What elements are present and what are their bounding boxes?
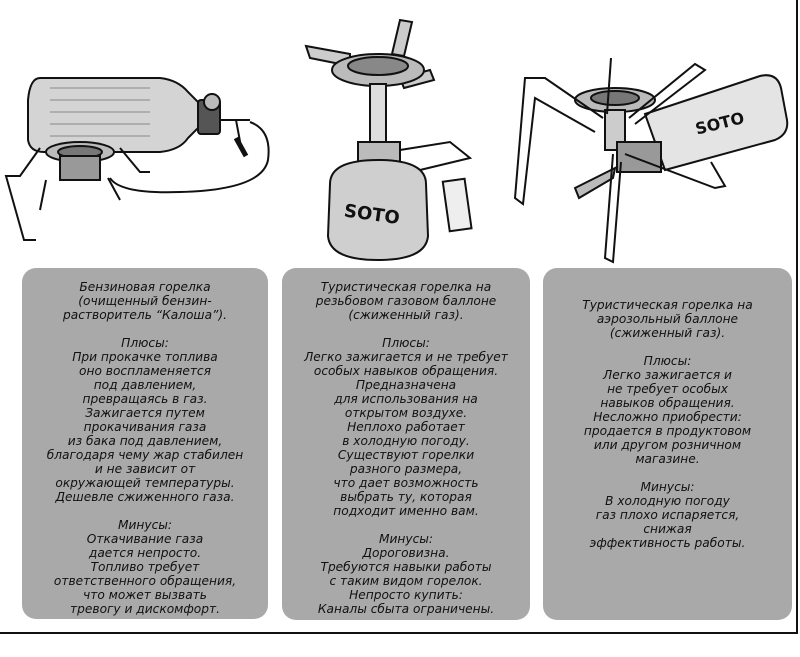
pros-text: Легко зажигается и не требует особых навыков обращения. Несложно приобрести: продается в продуктовом или другом розничном магазине. [583,368,752,466]
cons-text: Откачивание газа дается непросто. Топливо требует ответственного обращения, что может вызвать тревогу и дискомфорт. [53,532,237,616]
cons-text: Дороговизна. Требуются навыки работы с таким видом горелок. Непросто купить: Каналы сбыта ограничены. [317,546,495,616]
cons-text: В холодную погоду газ плохо испаряется, снижая эффективность работы. [589,494,746,550]
pros-heading: Плюсы: [643,354,692,368]
threaded-canister-stove-illustration [300,14,510,264]
aerosol-canister-stove-illustration [505,58,790,268]
aerosol-brand-label: SOTO [693,108,747,139]
pros-heading: Плюсы: [121,336,169,350]
pros-text: При прокачке топлива оно воспламеняется под давлением, превращаясь в газ. Зажигается путем прокачивания газа из бака под давлением, благодаря чему жар стабилен и не зависит от окружающей температуры. Дешевле сжиженного газа. [46,350,244,504]
liquid-fuel-stove-illustration [0,60,290,260]
card-title: Туристическая горелка на резьбовом газовом баллоне (сжиженный газ). [315,280,497,322]
cons-heading: Минусы: [378,532,434,546]
card-gasoline-stove [22,268,268,619]
canister-brand-label: SOTO [342,200,401,230]
cons-heading: Минусы: [117,518,173,532]
pros-heading: Плюсы: [382,336,430,350]
card-aerosol-canister-stove [543,268,792,620]
cons-heading: Минусы: [640,480,695,494]
card-title: Туристическая горелка на аэрозольный баллоне (сжиженный газ). [582,298,753,340]
card-threaded-canister-stove [282,268,530,620]
pros-text: Легко зажигается и не требует особых навыков обращения. Предназначена для использования на открытом воздухе. Неплохо работает в холодную погоду. Существуют горелки разного размера, что дает возможность выбрать ту, которая подходит именно вам. [304,350,508,518]
card-title: Бензиновая горелка (очищенный бензин- растворитель “Калоша”). [63,280,227,322]
